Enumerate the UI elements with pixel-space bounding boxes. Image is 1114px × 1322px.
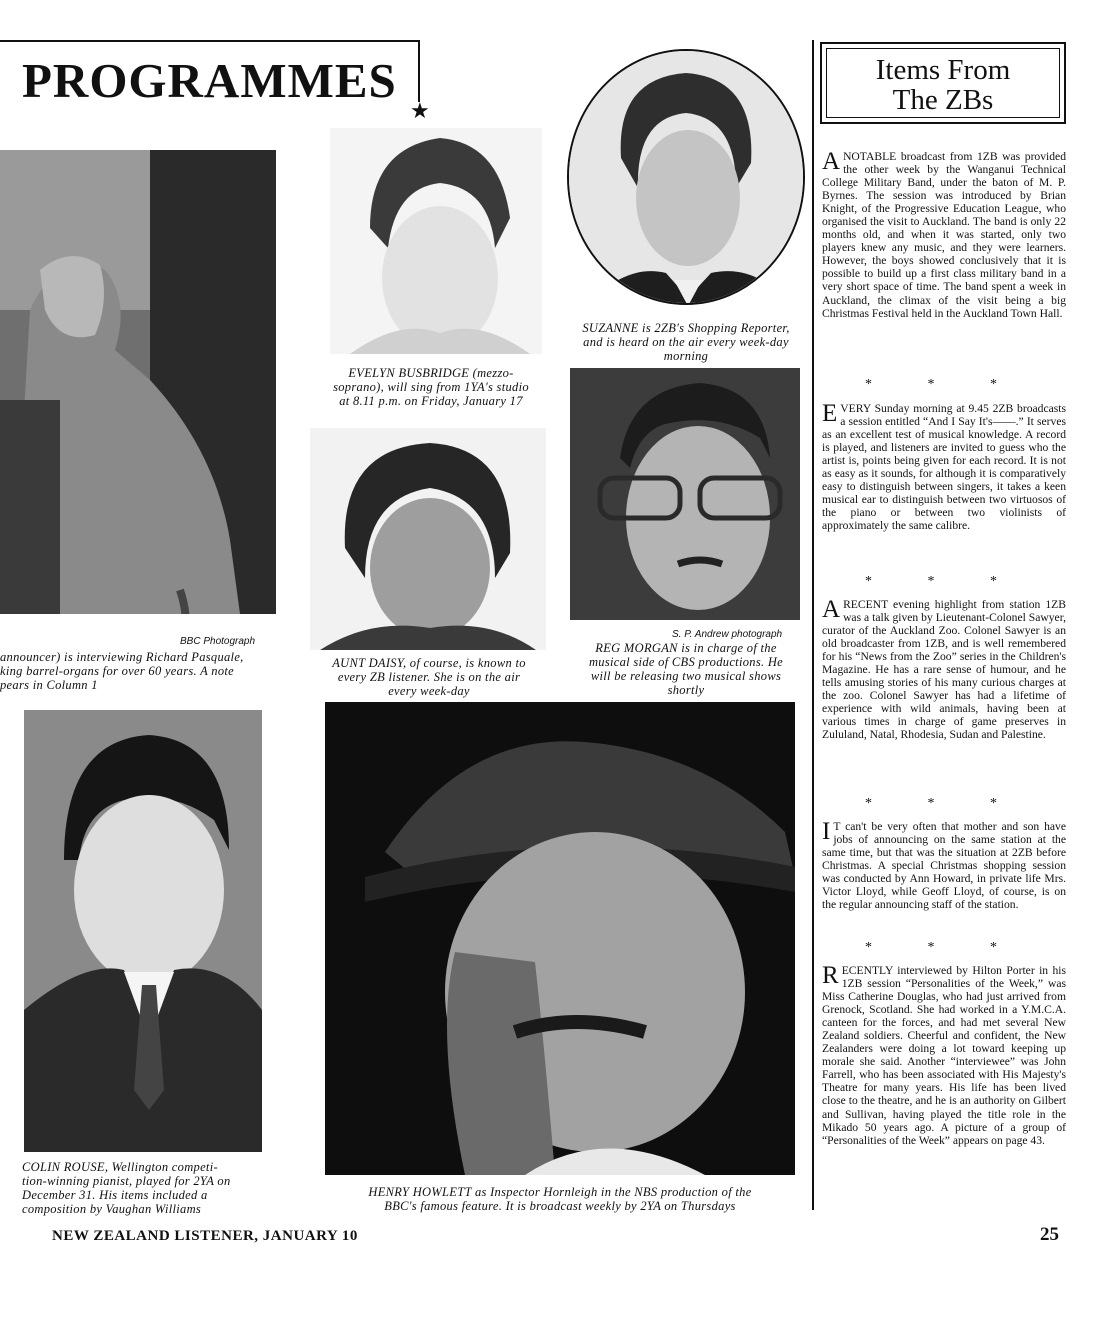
article-mother-and-son	[822, 820, 1066, 911]
caption-colin-rouse	[22, 1160, 272, 1216]
photo-reg-morgan	[570, 368, 800, 620]
caption-line: BBC's famous feature. It is broadcast weekly by 2YA on Thursdays	[384, 1199, 736, 1213]
caption-reg-morgan	[560, 641, 812, 697]
caption-busbridge	[308, 366, 554, 408]
section-title-line2: The ZBs	[892, 84, 994, 116]
caption-line: EVELYN BUSBRIDGE (mezzo-	[348, 366, 514, 380]
photo-pasquale	[0, 150, 276, 614]
caption-pasquale	[0, 650, 276, 692]
drop-cap: E	[822, 400, 838, 427]
caption-line: every week-day	[388, 684, 470, 698]
article-and-i-say-its	[822, 402, 1066, 532]
caption-line: and is heard on the air every week-day	[583, 335, 789, 349]
caption-line: tion-winning pianist, played for 2YA on	[22, 1174, 231, 1188]
page-number: 25	[1040, 1224, 1059, 1245]
stars-separator: * * *	[865, 796, 1023, 811]
photo-credit-pasquale: BBC Photograph	[180, 636, 256, 647]
caption-line: musical side of CBS productions. He	[588, 655, 784, 669]
drop-cap: A	[822, 148, 841, 175]
caption-line: shortly	[667, 683, 705, 697]
caption-line: announcer) is interviewing Richard Pasquale,	[0, 650, 244, 664]
article-text: RECENT evening highlight from station 1ZB was a talk given by Lieutenant-Colonel Sawyer, curator of the Auckland Zoo. Colonel Sawyer is an old broadcaster from 1ZB, and is well remembered for his “News from the Zoo” series in the Children's Magazine. He has a rare sense of humour, and he tells amusing stories of his many curious charges at the zoo. Colonel Sawyer has had a lifetime of experience with wild animals, having been at various times in charge of game preserves in Zululand, Natal, Rhodesia, Sudan and Palestine.	[822, 598, 1066, 742]
column-rule	[812, 40, 814, 1210]
caption-line: COLIN ROUSE, Wellington competi-	[22, 1160, 218, 1174]
footer-publication-line: NEW ZEALAND LISTENER, JANUARY 10	[52, 1228, 358, 1244]
caption-henry-howlett	[310, 1185, 810, 1213]
section-title	[826, 48, 1060, 118]
article-text: NOTABLE broadcast from 1ZB was provided the other week by the Wanganui Technical College Military Band, under the baton of M. P. Byrnes. The session was introduced by Brian Knight, of the Progressive Education League, who organised the visit to Auckland. The band is only 22 months old, and when it was started, only two players knew any music, and they were learners. However, the boys showed conclusively that it is possible to build up a first class military band in a very short space of time. The band spent a week in Auckland, the climax of the visit being a big Christmas Festival held in the Auckland Town Hall.	[822, 150, 1066, 320]
section-header-box	[820, 42, 1066, 124]
caption-aunt-daisy	[306, 656, 552, 698]
stars-separator: * * *	[865, 574, 1023, 589]
drop-cap: I	[822, 818, 831, 845]
caption-line: AUNT DAISY, of course, is known to	[332, 656, 526, 670]
article-colonel-sawyer	[822, 598, 1066, 742]
photo-credit-morgan: S. P. Andrew photograph	[672, 629, 783, 640]
masthead-rule-side	[418, 40, 420, 102]
caption-line: SUZANNE is 2ZB's Shopping Reporter,	[582, 321, 790, 335]
caption-line: will be releasing two musical shows	[590, 669, 782, 683]
photo-aunt-daisy	[310, 428, 546, 650]
article-wanganui-band	[822, 150, 1066, 320]
caption-line: at 8.11 p.m. on Friday, January 17	[339, 394, 523, 408]
article-personalities-of-the-week	[822, 964, 1066, 1147]
stars-separator: * * *	[865, 377, 1023, 392]
article-text: ECENTLY interviewed by Hilton Porter in his 1ZB session “Personalities of the Week,” was Miss Catherine Douglas, who had just arrived from Grenock, Scotland. She had worked in a Y.M.C.A. canteen for the forces, and had met several New Zealand soldiers. Cheerful and confident, the New Zealanders were doing a lot toward keeping up morale she said. Another “interviewee” was John Farrell, who has been associated with His Majesty's Theatre for many years. His life has been lived close to the theatre, and he is an authority on Gilbert and Sullivan, having played the title role in the Mikado 50 years ago. A picture of a group of “Personalities of the Week” appears on page 43.	[822, 964, 1066, 1147]
drop-cap: A	[822, 596, 841, 623]
photo-colin-rouse	[24, 710, 262, 1152]
caption-line: composition by Vaughan Williams	[22, 1202, 202, 1216]
caption-suzanne	[560, 321, 812, 363]
caption-line: December 31. His items included a	[22, 1188, 208, 1202]
stars-separator: * * *	[865, 940, 1023, 955]
caption-line: REG MORGAN is in charge of the	[595, 641, 777, 655]
photo-suzanne	[566, 48, 806, 306]
photo-henry-howlett	[325, 702, 795, 1175]
photo-busbridge	[330, 128, 542, 354]
caption-line: morning	[663, 349, 709, 363]
article-text: T can't be very often that mother and son have jobs of announcing on the same station at the same time, but that was the situation at 2ZB before Christmas. A special Christmas shopping session was conducted by Ann Howard, in private life Mrs. Victor Lloyd, while Geoff Lloyd, of course, is on the regular announcing staff of the station.	[822, 820, 1066, 912]
drop-cap: R	[822, 962, 839, 989]
caption-line: king barrel-organs for over 60 years. A note	[0, 664, 235, 678]
caption-line: pears in Column 1	[0, 678, 98, 692]
page-title: PROGRAMMES	[22, 53, 397, 108]
section-title-line1: Items From	[875, 54, 1011, 86]
star-ornament: ★	[410, 98, 430, 123]
masthead-rule-top	[0, 40, 420, 42]
article-text: VERY Sunday morning at 9.45 2ZB broadcasts a session entitled “And I Say It's——.” It serves as an excellent test of musical knowledge. A record is played, and listeners are invited to guess who the artist is, points being given for each record. It is not as easy as it sounds, for although it is comparatively easy to distinguish between singers, it takes a keen musical ear to distinguish between two virtuosos of the piano or between two violinists of approximately the same calibre.	[822, 402, 1066, 533]
caption-line: HENRY HOWLETT as Inspector Hornleigh in the NBS production of the	[368, 1185, 752, 1199]
caption-line: every ZB listener. She is on the air	[337, 670, 521, 684]
caption-line: soprano), will sing from 1YA's studio	[333, 380, 529, 394]
